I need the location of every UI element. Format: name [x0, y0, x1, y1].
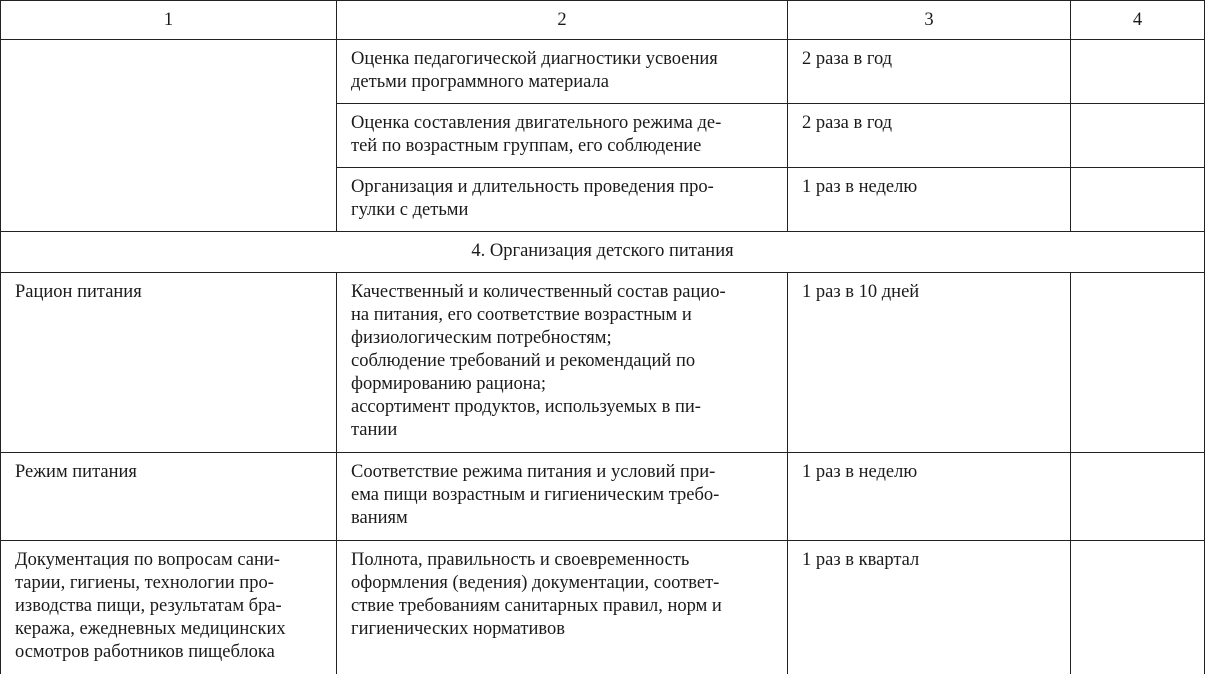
header-col-4: 4: [1071, 1, 1205, 40]
note-cell: [1071, 168, 1205, 232]
object-cell: Режим питания: [1, 453, 337, 541]
object-cell: Рацион питания: [1, 273, 337, 453]
note-cell: [1071, 104, 1205, 168]
indicator-cell: Оценка педагогической диагностики усвоения детьми программного материала: [337, 40, 788, 104]
table-row: [1, 453, 1205, 541]
header-col-1: 1: [1, 1, 337, 40]
header-col-3: 3: [788, 1, 1071, 40]
header-row: [1, 1, 1205, 40]
note-cell: [1071, 273, 1205, 453]
note-cell: [1071, 453, 1205, 541]
indicator-cell: Качественный и количественный состав рацио- на питания, его соответствие возрастным и физиологическим потребностям; соблюдение требований и рекомендаций по формированию рациона; ассортимент продуктов, используемых в пи- тании: [337, 273, 788, 453]
indicator-cell: Соответствие режима питания и условий при- ема пищи возрастным и гигиеническим требо- ваниям: [337, 453, 788, 541]
indicator-cell: Оценка составления двигательного режима де- тей по возрастным группам, его соблюдение: [337, 104, 788, 168]
table-row: [1, 541, 1205, 674]
frequency-cell: 1 раз в квартал: [788, 541, 1071, 674]
object-cell-empty: [1, 40, 337, 232]
table-row: [1, 40, 1205, 104]
note-cell: [1071, 541, 1205, 674]
frequency-cell: 2 раза в год: [788, 104, 1071, 168]
frequency-cell: 1 раз в неделю: [788, 453, 1071, 541]
object-cell: Документация по вопросам сани- тарии, гигиены, технологии про- изводства пищи, результатам бра- кеража, ежедневных медицинских осмотров работников пищеблока: [1, 541, 337, 674]
indicator-cell: Организация и длительность проведения про- гулки с детьми: [337, 168, 788, 232]
note-cell: [1071, 40, 1205, 104]
section-title: 4. Организация детского питания: [1, 232, 1205, 273]
frequency-cell: 1 раз в 10 дней: [788, 273, 1071, 453]
frequency-cell: 1 раз в неделю: [788, 168, 1071, 232]
section-row: [1, 232, 1205, 273]
header-col-2: 2: [337, 1, 788, 40]
indicator-cell: Полнота, правильность и своевременность оформления (ведения) документации, соответ- ствие требованиям санитарных правил, норм и гигиенических нормативов: [337, 541, 788, 674]
table-row: [1, 273, 1205, 453]
frequency-cell: 2 раза в год: [788, 40, 1071, 104]
